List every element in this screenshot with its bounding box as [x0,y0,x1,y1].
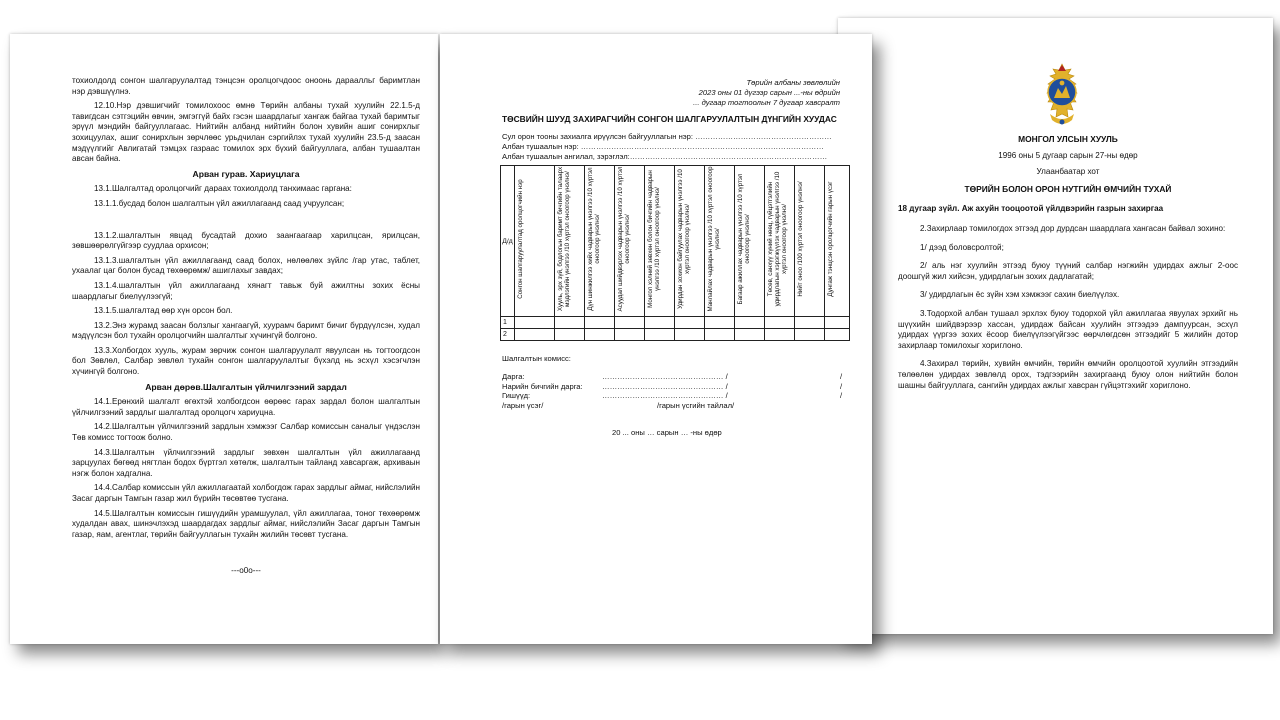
state-emblem-icon [1036,62,1088,130]
paragraph: 2/ аль нэг хуулийн этгээд буюу түүний салбар нэгжийн удирдах ажлыг 2-оос доошгүй жил хийсэн, удирдлагын зохих дадлагатай; [898,261,1238,281]
column-header: Хууль, эрх зүй, бодлогын баримт бичгийн талаарх мэдлэгийн үнэлгээ /10 хүртэл оноогоор үнэлнэ/ [555,166,585,317]
signature-hint: /гарын үсэг/ /гарын үсгийн тайлал/ [502,400,735,410]
column-header: Асуудал шийдвэрлэх чадварын үнэлгээ /10 хүртэл оноогоор үнэлнэ/ [615,166,645,317]
table-header-row [501,166,850,317]
table-row [501,317,850,329]
paragraph: тохиолдолд сонгон шалгаруулалтад тэнцсэн оролцогчдоос оноонь дараалльг баримтлан нэр дэвшүүлнэ. [72,76,420,96]
row-number: 2 [501,329,515,341]
list-item: 13.3.Холбогдох хууль, журам зөрчиж сонгон шалгаруулалт явуулсан нь тогтоогдсон бол Зөвлөл, Салбар зөвлөл тухайн сонгон шалгаруулалтыг бүхэлд нь эсхүл хэсэгчлэн хүчингүй болгоно. [72,345,420,377]
law-country: МОНГОЛ УЛСЫН ХУУЛЬ [1018,134,1118,144]
column-header: Дунгаж тэнцсэн оролцогчийн гарын үсэг [825,166,850,317]
row-number: 1 [501,317,515,329]
end-mark: ---o0o--- [231,566,261,576]
article-heading: 18 дугаар зүйл. Аж ахуйн тооцоотой үйлдвэрийн газрын захиргаа [898,204,1164,214]
paragraph: 2.Захирлаар томилогдох этгээд дор дурдсан шаардлага хангасан байвал зохино: [920,223,1226,233]
signature-block [502,372,842,410]
paragraph: 3/ удирдлагын ёс зүйн хэм хэмжээг сахин биелүүлэх. [920,290,1120,300]
column-header: Дүн шинжилгээ хийх чадварын үнэлгээ /10 хүртэл оноогоор үнэлнэ/ [585,166,615,317]
list-item: 14.5.Шалгалтын комиссын гишүүдийн урамшуулал, үйл ажиллагаа, тоног төхөөрөмж худалдан авах, шинэчлэхэд шаардагдах зардлыг аймаг, нийслэлийн Засаг даргын Тамгын газар, яам, агентлаг, төрийн байгууллагын тухайн жилийн төсөвт тусгана. [72,508,420,539]
list-item: 14.1.Ерөнхий шалгалт өгөхтэй холбогдсон өөрөөс гарах зардал болон шалгалтын үйлчилгээний зардлыг шалгалтад оролцогч хариуцна. [72,397,420,417]
list-item: 13.1.4.шалгалтын үйл ажиллагаанд хянагт тавьж буй ажилтны зохих ёсны шаардлагыг биелүүлээгүй; [72,280,420,301]
annex-header-line: ... дугаар тогтоолын 7 дугаар хавсралт [693,98,840,107]
section-heading: Арван дөрөв.Шалгалтын үйлчилгээний зардал [145,381,347,392]
signature-line: Нарийн бичгийн дарга: ………………………………………… / / [502,381,843,391]
commission-label: Шалгалтын комисс: [502,354,571,363]
column-header: Төсөв, санхүү хүний нөөц, гүйцэтгэлийн удирдлагын хэрэгжүүлэх чадварын үнэлгээ /10 хүртэл оноогоор үнэлнэ/ [765,166,795,317]
form-title: ТӨСВИЙН ШУУД ЗАХИРАГЧИЙН СОНГОН ШАЛГАРУУЛАЛТЫН ДҮНГИЙН ХУУДАС [502,114,837,124]
annex-header-line: 2023 оны 01 дүгээр сарын ...-ны өдрийн [698,88,840,97]
paragraph: 12.10.Нэр дэвшигчийг томилохоос өмнө Төрийн албаны тухай хуулийн 22.1.5-д тавигдсан сэтгэцийн өвчин, эмгэггүй байх гэсэн шаардлагыг хангаж байгаа тухай баримтыг эрүүл мэндийн байгууллагаас. Нийтийн албанд нийтийн болон хувийн ашиг сонирхлыг зохицуулах, ашиг сонирхлын зөрчлөөс урьдчилан сэргийлэх тухай хуулийн 23.5-д заасан мэдүүлгийг Авлигатай тэмцэх газраас томилох эрх бүхий байгууллага, албан тушаалтан авсан байна. [72,101,420,164]
list-item: 14.3.Шалгалтын үйлчилгээний зардлыг зөвхөн шалгалтын үйл ажиллагаанд зарцуулах бөгөөд нягтлан бодох бүртгэл хөтөлж, шалгалтын тайланд хавсаргаж, архиваын нэгж болон хадгална. [72,447,420,478]
score-table [500,165,850,341]
form-fields [502,132,832,162]
law-date: 1996 оны 5 дугаар сарын 27-ны өдөр [998,150,1138,160]
column-header: Багаар ажиллах чадварын үнэлгээ /10 хүртэл оноогоор үнэлнэ/ [735,166,765,317]
list-item: 13.1.Шалгалтад оролцогчийг дараах тохиолдолд танхимаас гаргана: [94,184,352,194]
left-page-text [72,76,420,577]
column-header: Манлайлах чадварын үнэлгээ /10 хүртэл оноогоор үнэлнэ/ [705,166,735,317]
document-page-right [838,18,1273,634]
paragraph: 4.Захирал төрийн, хувийн өмчийн, төрийн өмчийн оролцоотой хуулийн этгээдийн төлөөлөн удирдах зөвлөлд орох, тэдгээрийн захиргаанд буюу олон нийтийн болон шашны байгууллага, сангийн удирдах ажлыг хавсран гүйцэтгэхийг хориглоно. [898,359,1238,390]
column-header: Д/д [501,166,515,317]
signature-line: Дарга: ………………………………………… / / [502,372,843,381]
paragraph: 1/ дээд боловсролтой; [920,242,1004,252]
list-item: 14.2.Шалгалтын үйлчилгээний зардлын хэмжээг Салбар комиссын саналыг үндэслэн Төв комисс тогтоож болно. [72,422,420,443]
list-item: 13.1.3.шалгалтын үйл ажиллагаанд саад болох, нөлөөлөх зүйлс /гар утас, таблет, ухаалаг цаг болон бусад төхөөрөмж/ ашиглахыг завдах; [72,255,420,276]
annex-header [693,78,840,108]
column-header: Нийт оноо /100 хүртэл оноогоор үнэлнэ/ [795,166,825,317]
list-item: 13.2.Энэ журамд заасан болзлыг хангаагүй, хуурамч баримт бичиг бүрдүүлсэн, худал мэдүүлсэн бол тухайн оролцогчийн шалгалтыг хүчингүй болгоно. [72,320,420,341]
form-field: Албан тушаалын нэр: …………………………………………………………………………………… [502,142,824,151]
column-header: Удирдан зохион байгуулах чадварын үнэлгээ /10 хүртэл оноогоор үнэлнэ/ [675,166,705,317]
section-heading: Арван гурав. Хариуцлага [192,168,300,179]
list-item: 13.1.1.бусдад болон шалгалтын үйл ажиллагаанд саад учруулсан; [94,198,345,208]
form-field: Албан тушаалын ангилал, зэрэглэл:…………………………………………………………………… [502,152,828,161]
paragraph: 3.Тодорхой албан тушаал эрхлэх буюу тодорхой үйл ажиллагаа явуулах эрхийг нь шүүхийн шийдвэрээр хассан, удирдаж байсан хуулийн этгээдээ дампуурсан, эсхүл удирдах үүргээ зохих ёсоор биелүүлээгүйгээс өөрчлөгдсөн этгээдийг 5 жилийн дотор захирлаар томилохыг хориглоно. [898,308,1238,350]
column-header: Монгол хэлний зөвхөн болон бичгийн чадварын үнэлгээ /10 хүртэл оноогоор үнэлнэ/ [645,166,675,317]
list-item: 13.1.2.шалгалтын явцад бусадтай дохио заангаагаар харилцсан, ярилцсан, зөвшөөрөлгүйгээр суудлаа орхисон; [72,230,420,251]
signature-line: Гишүүд: ………………………………………… / / [502,391,843,400]
document-page-left [10,34,438,644]
form-field: Сул орон тооны захиалга ирүүлсэн байгууллагын нэр: ……………………………………………… [502,132,832,141]
right-page-text [898,134,1238,399]
list-item: 14.4.Салбар комиссын үйл ажиллагаатай холбогдож гарах зардлыг аймаг, нийслэлийн Засаг даргын Тамгын газар жил бүрийн төсөвтөө тусгана. [72,483,420,503]
date-line: 20 ... оны … сарын … -ны өдөр [612,428,722,437]
document-page-middle [440,34,872,644]
column-header: Сонгон шалгаруулалтад оролцогчийн нэр [515,166,555,317]
table-row [501,329,850,341]
annex-header-line: Төрийн албаны зөвлөлийн [746,78,840,87]
law-city: Улаанбаатар хот [1036,167,1100,177]
list-item: 13.1.5.шалгалтад өөр хүн орсон бол. [94,306,233,316]
law-title: ТӨРИЙН БОЛОН ОРОН НУТГИЙН ӨМЧИЙН ТУХАЙ [964,183,1172,194]
